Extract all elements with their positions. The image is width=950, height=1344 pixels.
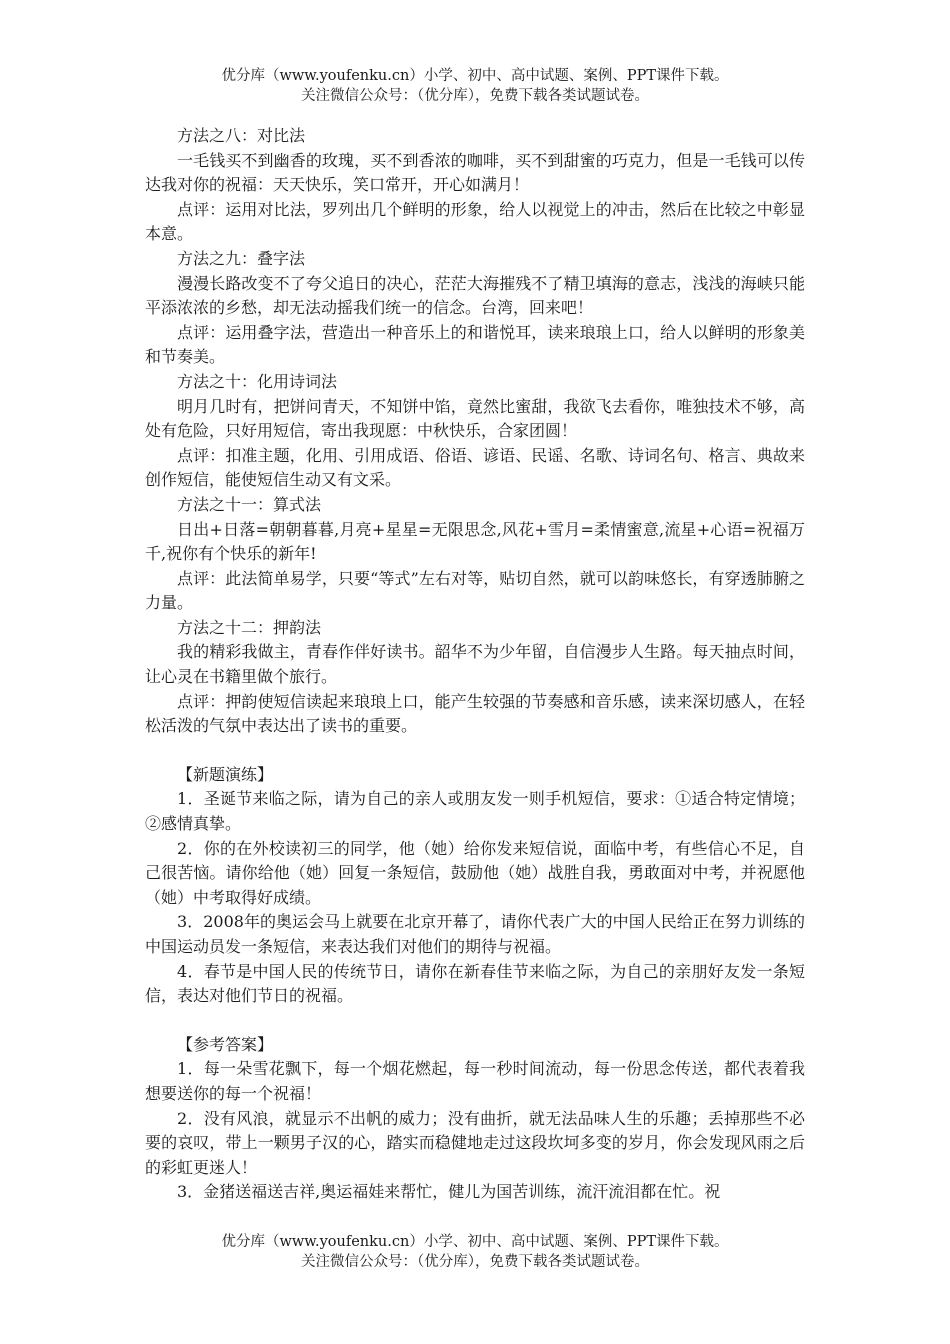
method-12-title: 方法之十二：押韵法 bbox=[177, 617, 322, 637]
answers-heading: 【参考答案】 bbox=[177, 1034, 274, 1054]
section-gap bbox=[145, 1009, 805, 1033]
method-9-example: 漫漫长路改变不了夸父追日的决心，茫茫大海摧残不了精卫填海的意志，浅浅的海峡只能平添浓浓的乡愁，却无法动摇我们统一的信念。台湾，回来吧！ bbox=[145, 273, 805, 318]
answer-item-3: 3．金猪送福送吉祥,奥运福娃来帮忙，健儿为国苦训练，流汗流泪都在忙。祝 bbox=[177, 1182, 721, 1202]
page-footer bbox=[0, 1232, 950, 1272]
method-8-comment: 点评：运用对比法，罗列出几个鲜明的形象，给人以视觉上的冲击，然后在比较之中彰显本意。 bbox=[145, 199, 805, 244]
method-12-comment: 点评：押韵使短信读起来琅琅上口，能产生较强的节奏感和音乐感，读来深切感人，在轻松活泼的气氛中表达出了读书的重要。 bbox=[145, 691, 805, 736]
answer-item-1: 1．每一朵雪花飘下，每一个烟花燃起，每一秒时间流动，每一份思念传送，都代表着我想要送你的每一个祝福！ bbox=[145, 1059, 805, 1103]
method-8-title: 方法之八：对比法 bbox=[177, 126, 306, 145]
method-11-example: 日出+日落=朝朝暮暮,月亮+星星=无限思念,风花+雪月=柔情蜜意,流星+心语=祝福万千,祝你有个快乐的新年! bbox=[145, 519, 805, 564]
exercise-item-3: 3．2008年的奥运会马上就要在北京开幕了，请你代表广大的中国人民给正在努力训练的中国运动员发一条短信，来表达我们对他们的期待与祝福。 bbox=[145, 912, 805, 956]
method-9-comment: 点评：运用叠字法，营造出一种音乐上的和谐悦耳，读来琅琅上口，给人以鲜明的形象美和节奏美。 bbox=[145, 322, 805, 367]
exercise-item-2: 2．你的在外校读初三的同学，他（她）给你发来短信说，面临中考，有些信心不足，自己很苦恼。请你给他（她）回复一条短信，鼓励他（她）战胜自我，勇敢面对中考，并祝愿他（她）中考取得好成绩。 bbox=[145, 838, 805, 907]
method-11-title: 方法之十一：算式法 bbox=[177, 494, 322, 514]
exercise-heading: 【新题演练】 bbox=[177, 764, 274, 784]
method-8-example: 一毛钱买不到幽香的玫瑰，买不到香浓的咖啡，买不到甜蜜的巧克力，但是一毛钱可以传达我对你的祝福：天天快乐，笑口常开，开心如满月！ bbox=[145, 150, 805, 195]
section-gap bbox=[145, 739, 805, 763]
exercise-item-1: 1．圣诞节来临之际，请为自己的亲人或朋友发一则手机短信，要求：①适合特定情境；②感情真挚。 bbox=[145, 789, 805, 834]
method-9-title: 方法之九：叠字法 bbox=[177, 248, 306, 268]
header-line-2: 关注微信公众号：（优分库），免费下载各类试题试卷。 bbox=[301, 88, 649, 104]
method-11-comment: 点评：此法简单易学，只要“等式”左右对等，贴切自然，就可以韵味悠长，有穿透肺腑之力量。 bbox=[145, 568, 805, 613]
answer-item-2: 2．没有风浪，就显示不出帆的威力；没有曲折，就无法品味人生的乐趣；丢掉那些不必要的哀叹，带上一颗男子汉的心，踏实而稳健地走过这段坎坷多变的岁月，你会发现风雨之后的彩虹更迷人！ bbox=[145, 1108, 805, 1177]
method-10-title: 方法之十：化用诗词法 bbox=[177, 371, 338, 391]
method-10-comment: 点评：扣准主题，化用、引用成语、俗语、谚语、民谣、名歌、诗词名句、格言、典故来创作短信，能使短信生动又有文采。 bbox=[145, 445, 805, 490]
footer-line-2: 关注微信公众号：（优分库），免费下载各类试题试卷。 bbox=[301, 1254, 649, 1270]
method-10-example: 明月几时有，把饼问青天，不知饼中馅，竟然比蜜甜，我欲飞去看你，唯独技术不够，高处有危险，只好用短信，寄出我现愿：中秋快乐，合家团圆！ bbox=[145, 396, 805, 441]
page-header bbox=[0, 66, 950, 106]
exercise-item-4: 4．春节是中国人民的传统节日，请你在新春佳节来临之际，为自己的亲朋好友发一条短信，表达对他们节日的祝福。 bbox=[145, 961, 805, 1006]
document-body bbox=[145, 124, 805, 1205]
footer-line-1: 优分库（www.youfenku.cn）小学、初中、高中试题、案例、PPT课件下载。 bbox=[221, 1234, 729, 1250]
header-line-1: 优分库（www.youfenku.cn）小学、初中、高中试题、案例、PPT课件下载。 bbox=[221, 68, 729, 84]
method-12-example: 我的精彩我做主，青春作伴好读书。韶华不为少年留，自信漫步人生路。每天抽点时间，让心灵在书籍里做个旅行。 bbox=[145, 642, 805, 687]
